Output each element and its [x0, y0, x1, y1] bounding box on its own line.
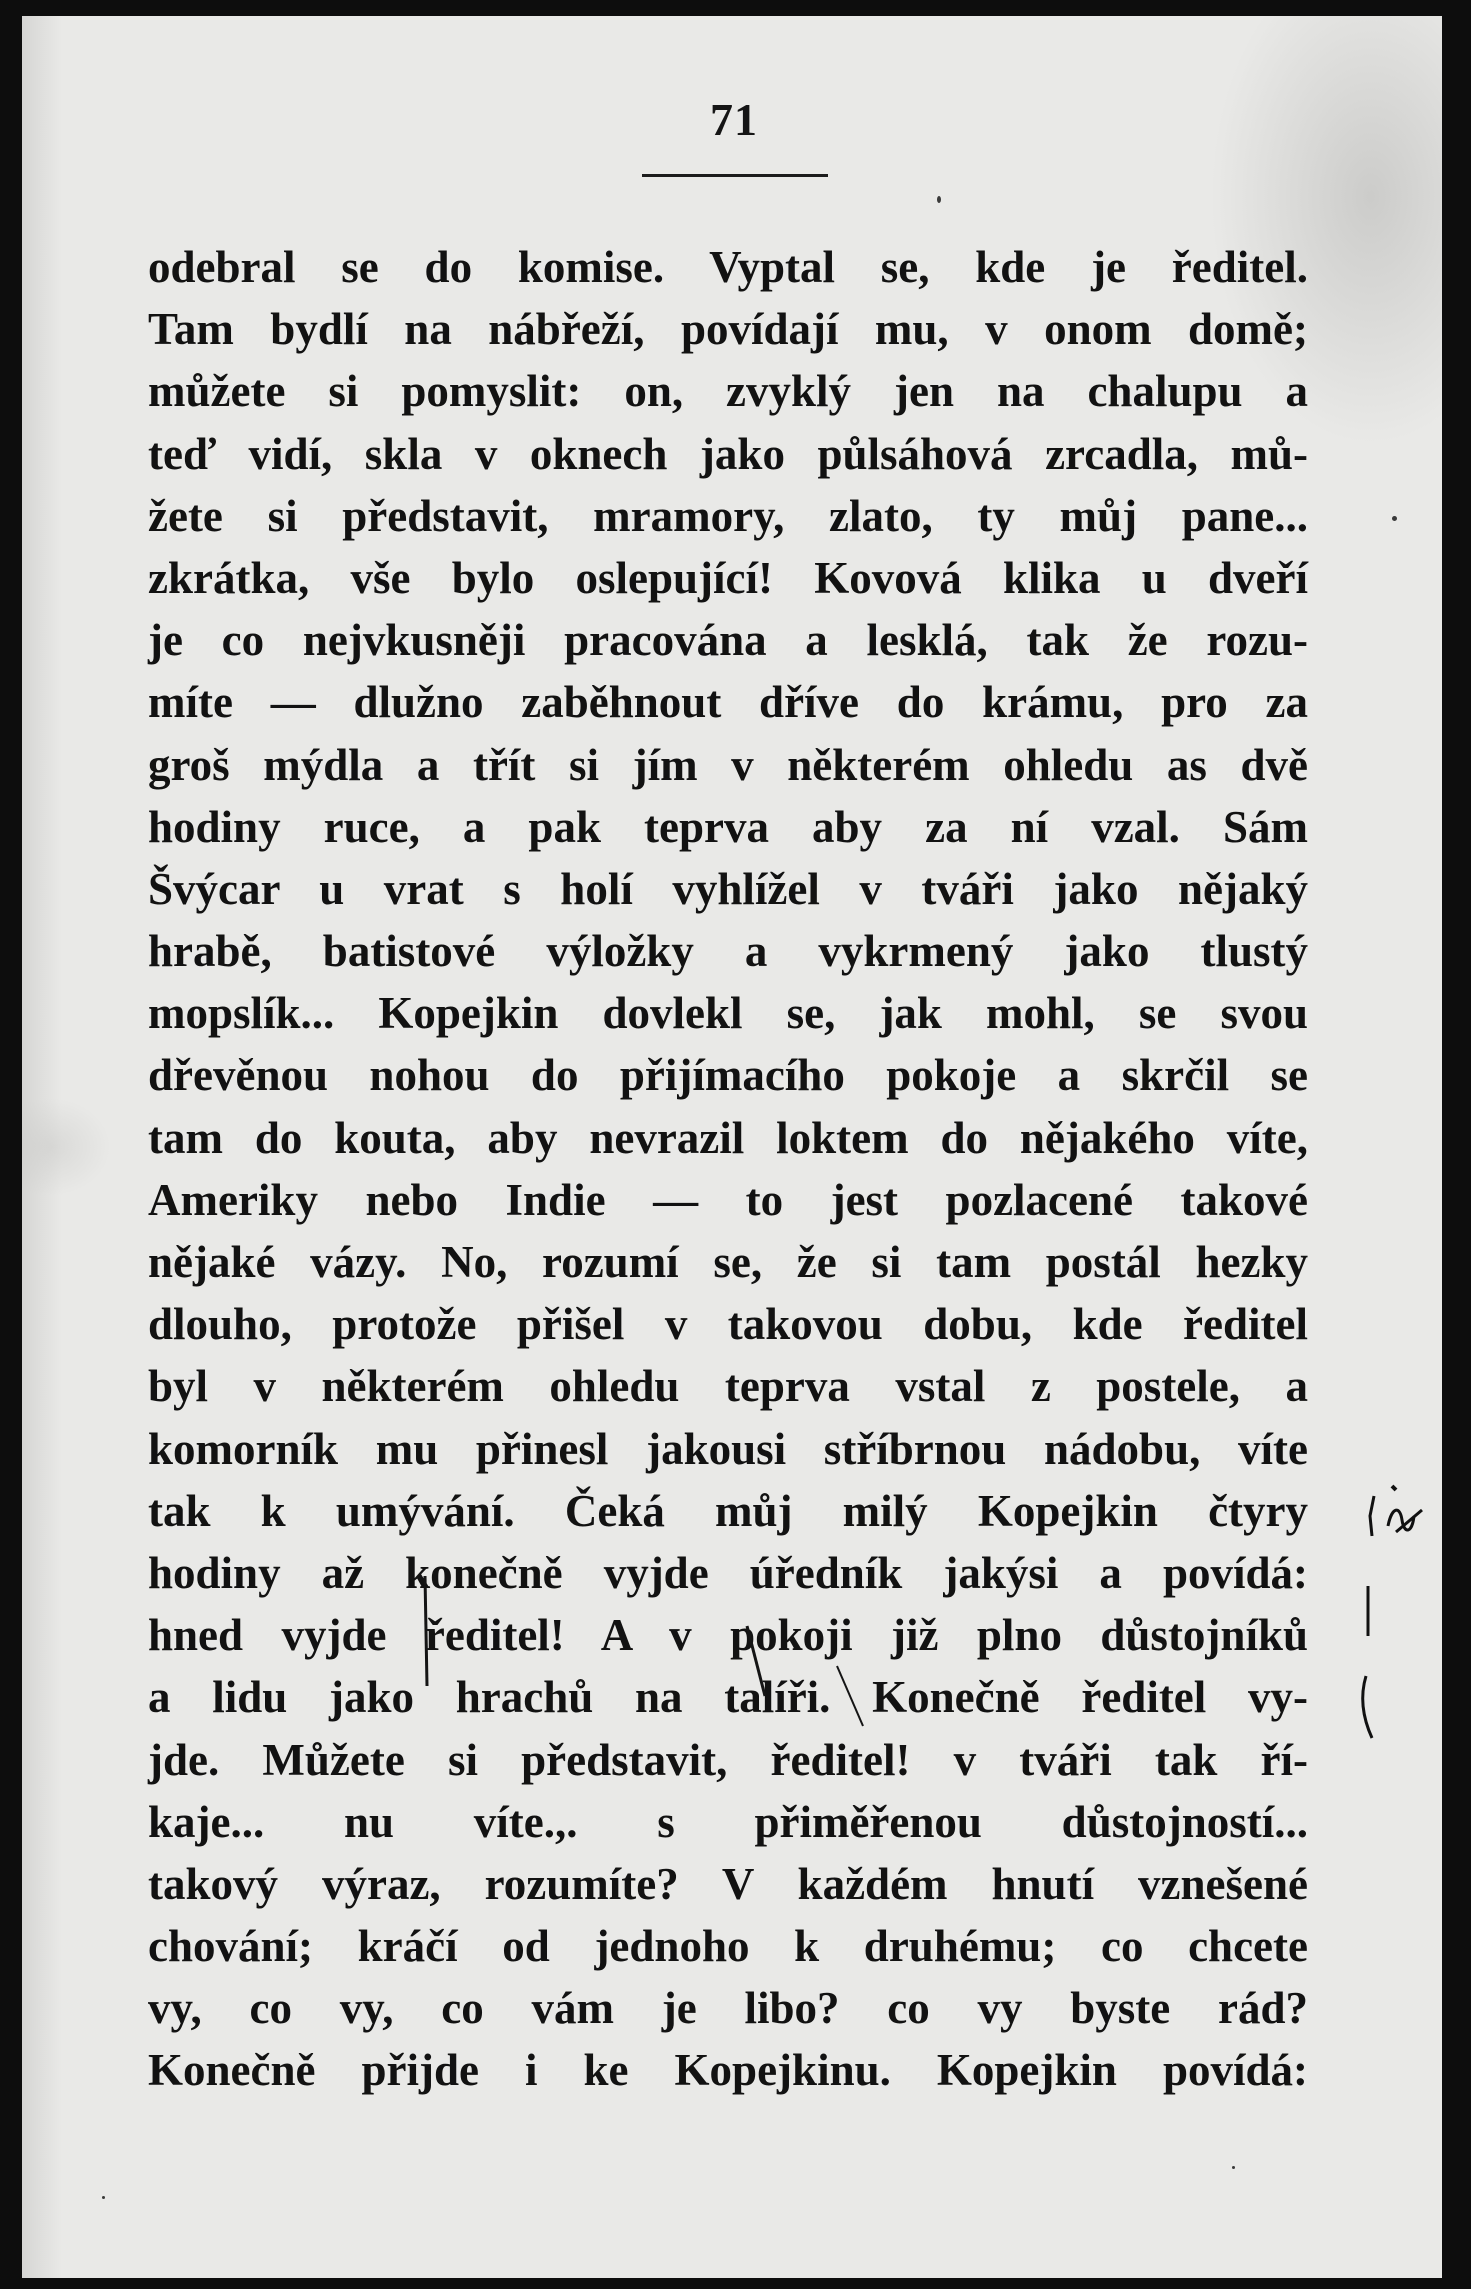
text-line: hned vyjde ředitel! A v pokoji již plno důstojníků	[148, 1610, 1308, 1661]
text-line: vy, co vy, co vám je libo? co vy byste rád?	[148, 1983, 1308, 2034]
text-line: komorník mu přinesl jakousi stříbrnou nádobu, víte	[148, 1423, 1308, 1474]
pencil-strokes	[417, 1576, 937, 1756]
text-line: zkrátka, vše bylo oslepující! Kovová klika u dveří	[148, 552, 1308, 603]
text-line: je co nejvkusněji pracována a lesklá, tak že rozu-	[148, 615, 1308, 666]
text-line: mopslík... Kopejkin dovlekl se, jak mohl, se svou	[148, 988, 1308, 1039]
text-line: žete si představit, mramory, zlato, ty můj pane...	[148, 490, 1308, 541]
text-line: hrabě, batistové výložky a vykrmený jako tlustý	[148, 926, 1308, 977]
text-line: míte — dlužno zaběhnout dříve do krámu, pro za	[148, 677, 1308, 728]
text-line: tam do kouta, aby nevrazil loktem do nějakého víte,	[148, 1112, 1308, 1163]
text-line: dřevěnou nohou do přijímacího pokoje a skrčil se	[148, 1050, 1308, 1101]
text-line: jde. Můžete si představit, ředitel! v tváři tak ří-	[148, 1734, 1308, 1785]
page-number-rule	[642, 174, 828, 177]
page-number: 71	[710, 94, 758, 145]
text-line: hodiny až konečně vyjde úředník jakýsi a povídá:	[148, 1547, 1308, 1598]
text-line: dlouho, protože přišel v takovou dobu, kde ředitel	[148, 1299, 1308, 1350]
text-line: a lidu jako hrachů na talíři. Konečně ředitel vy-	[148, 1672, 1308, 1723]
page-number-block	[640, 94, 828, 146]
text-line: kaje... nu víte.,. s přiměřenou důstojností...	[148, 1796, 1308, 1847]
text-line: Ameriky nebo Indie — to jest pozlacené takové	[148, 1174, 1308, 1225]
book-page	[22, 16, 1442, 2278]
margin-pencil-marks	[1352, 1476, 1471, 1836]
text-line: groš mýdla a třít si jím v některém ohledu as dvě	[148, 739, 1308, 790]
text-line: Švýcar u vrat s holí vyhlížel v tváři jako nějaký	[148, 863, 1308, 914]
body-text	[148, 236, 1308, 2102]
text-line: chování; kráčí od jednoho k druhému; co chcete	[148, 1921, 1308, 1972]
text-line: Konečně přijde i ke Kopejkinu. Kopejkin povídá:	[148, 2045, 1308, 2096]
text-line: tak k umývání. Čeká můj milý Kopejkin čtyry	[148, 1485, 1308, 1536]
text-line: můžete si pomyslit: on, zvyklý jen na chalupu a	[148, 366, 1308, 417]
text-line: nějaké vázy. No, rozumí se, že si tam postál hezky	[148, 1237, 1308, 1287]
text-line: Tam bydlí na nábřeží, povídají mu, v onom domě;	[148, 304, 1308, 355]
text-line: teď vidí, skla v oknech jako půlsáhová zrcadla, mů-	[148, 428, 1308, 479]
text-line: byl v některém ohledu teprva vstal z postele, a	[148, 1361, 1308, 1412]
text-line: hodiny ruce, a pak teprva aby za ní vzal. Sám	[148, 801, 1308, 852]
text-line: takový výraz, rozumíte? V každém hnutí vznešené	[148, 1858, 1308, 1909]
text-line: odebral se do komise. Vyptal se, kde je ředitel.	[148, 242, 1308, 292]
